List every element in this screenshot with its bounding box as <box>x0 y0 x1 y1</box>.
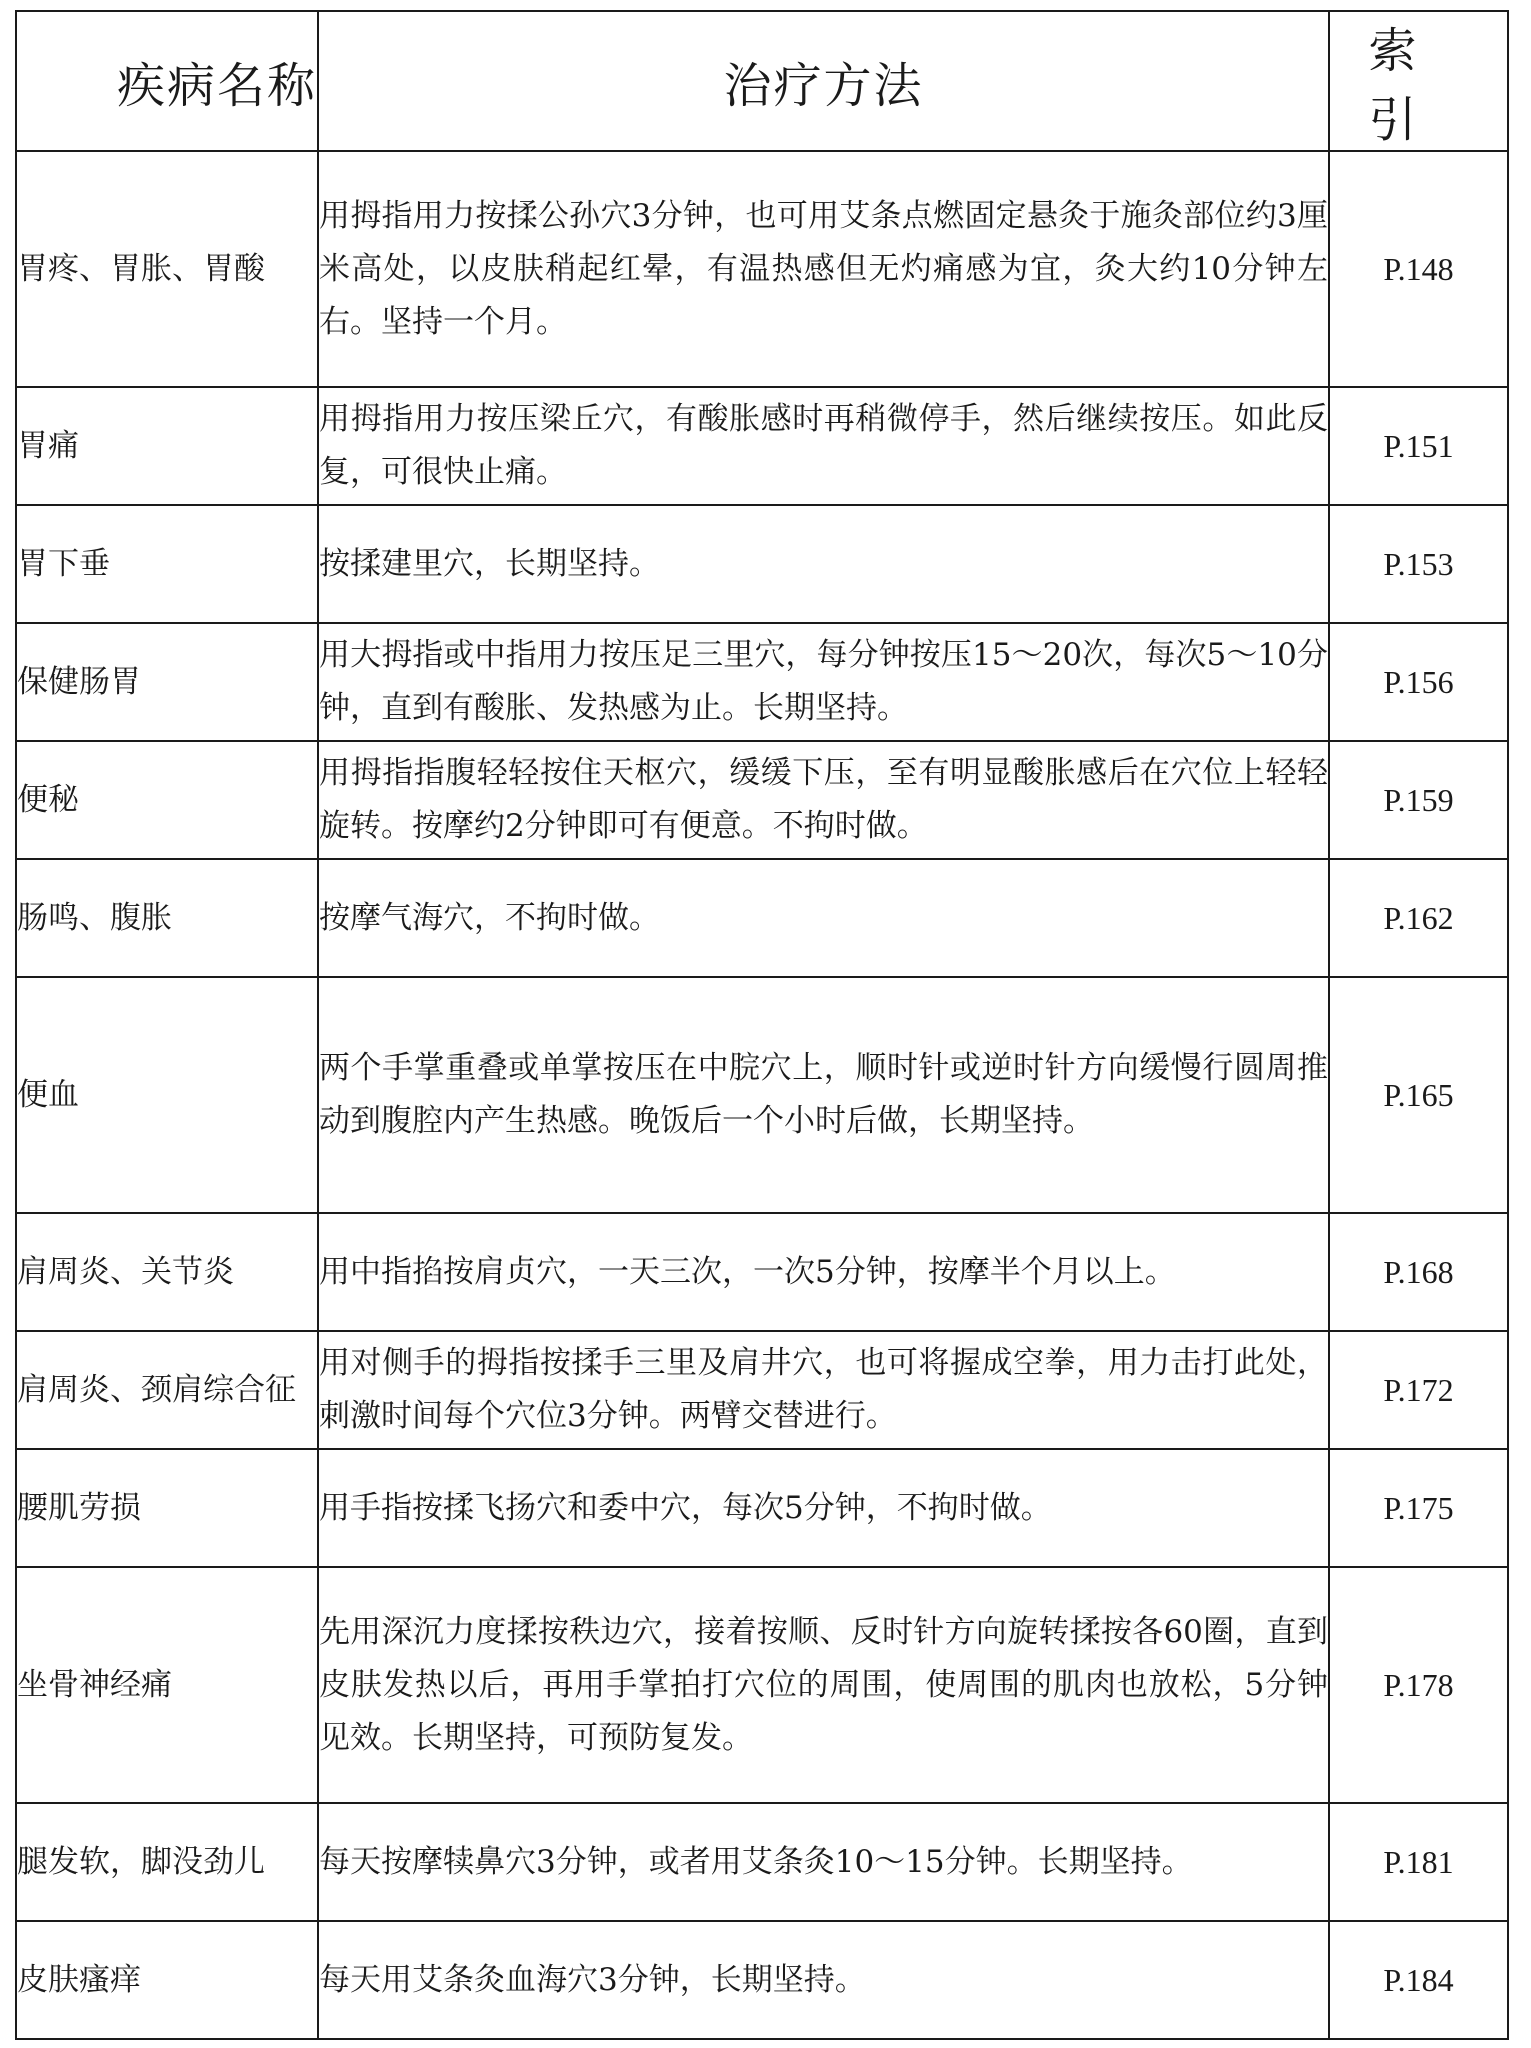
table-row <box>16 1803 1508 1921</box>
page-reference: P.175 <box>1329 1449 1508 1567</box>
table-row <box>16 1567 1508 1803</box>
table-row <box>16 623 1508 741</box>
table-row <box>16 151 1508 387</box>
page-reference: P.156 <box>1329 623 1508 741</box>
disease-name: 便秘 <box>16 741 318 859</box>
table-row <box>16 1213 1508 1331</box>
disease-name: 保健肠胃 <box>16 623 318 741</box>
table-row <box>16 859 1508 977</box>
table-row <box>16 741 1508 859</box>
page-reference: P.148 <box>1329 151 1508 387</box>
remedy-table <box>15 10 1509 2040</box>
page-reference: P.151 <box>1329 387 1508 505</box>
table-row <box>16 505 1508 623</box>
treatment-method: 每天按摩犊鼻穴3分钟，或者用艾条灸10～15分钟。长期坚持。 <box>318 1803 1329 1921</box>
treatment-method: 用对侧手的拇指按揉手三里及肩井穴，也可将握成空拳，用力击打此处，刺激时间每个穴位3分钟。两臂交替进行。 <box>318 1331 1329 1449</box>
treatment-method: 用拇指用力按压梁丘穴，有酸胀感时再稍微停手，然后继续按压。如此反复，可很快止痛。 <box>318 387 1329 505</box>
disease-name: 皮肤瘙痒 <box>16 1921 318 2039</box>
disease-name: 肩周炎、关节炎 <box>16 1213 318 1331</box>
treatment-method: 用中指掐按肩贞穴，一天三次，一次5分钟，按摩半个月以上。 <box>318 1213 1329 1331</box>
treatment-method: 用大拇指或中指用力按压足三里穴，每分钟按压15～20次，每次5～10分钟，直到有酸胀、发热感为止。长期坚持。 <box>318 623 1329 741</box>
header-disease-name: 疾病名称 <box>16 11 318 151</box>
header-treatment-method: 治疗方法 <box>318 11 1329 151</box>
page-reference: P.165 <box>1329 977 1508 1213</box>
disease-name: 肩周炎、颈肩综合征 <box>16 1331 318 1449</box>
treatment-method: 按揉建里穴，长期坚持。 <box>318 505 1329 623</box>
treatment-method: 两个手掌重叠或单掌按压在中脘穴上，顺时针或逆时针方向缓慢行圆周推动到腹腔内产生热感。晚饭后一个小时后做，长期坚持。 <box>318 977 1329 1213</box>
treatment-method: 用手指按揉飞扬穴和委中穴，每次5分钟，不拘时做。 <box>318 1449 1329 1567</box>
disease-name: 胃下垂 <box>16 505 318 623</box>
page-reference: P.162 <box>1329 859 1508 977</box>
table-row <box>16 977 1508 1213</box>
treatment-method: 先用深沉力度揉按秩边穴，接着按顺、反时针方向旋转揉按各60圈，直到皮肤发热以后，再用手掌拍打穴位的周围，使周围的肌肉也放松，5分钟见效。长期坚持，可预防复发。 <box>318 1567 1329 1803</box>
page-reference: P.181 <box>1329 1803 1508 1921</box>
table-header-row <box>16 11 1508 151</box>
table-row <box>16 1331 1508 1449</box>
treatment-method: 按摩气海穴，不拘时做。 <box>318 859 1329 977</box>
page-reference: P.178 <box>1329 1567 1508 1803</box>
disease-name: 肠鸣、腹胀 <box>16 859 318 977</box>
treatment-method: 用拇指指腹轻轻按住天枢穴，缓缓下压，至有明显酸胀感后在穴位上轻轻旋转。按摩约2分钟即可有便意。不拘时做。 <box>318 741 1329 859</box>
page-reference: P.168 <box>1329 1213 1508 1331</box>
disease-name: 便血 <box>16 977 318 1213</box>
treatment-method: 用拇指用力按揉公孙穴3分钟，也可用艾条点燃固定悬灸于施灸部位约3厘米高处，以皮肤稍起红晕，有温热感但无灼痛感为宜，灸大约10分钟左右。坚持一个月。 <box>318 151 1329 387</box>
disease-name: 腰肌劳损 <box>16 1449 318 1567</box>
page-reference: P.153 <box>1329 505 1508 623</box>
treatment-method: 每天用艾条灸血海穴3分钟，长期坚持。 <box>318 1921 1329 2039</box>
table-row <box>16 1921 1508 2039</box>
page-reference: P.172 <box>1329 1331 1508 1449</box>
table-row <box>16 1449 1508 1567</box>
table-row <box>16 387 1508 505</box>
page-reference: P.159 <box>1329 741 1508 859</box>
disease-name: 胃痛 <box>16 387 318 505</box>
header-index: 索引 <box>1329 11 1508 151</box>
disease-name: 腿发软，脚没劲儿 <box>16 1803 318 1921</box>
disease-name: 胃疼、胃胀、胃酸 <box>16 151 318 387</box>
disease-name: 坐骨神经痛 <box>16 1567 318 1803</box>
page-reference: P.184 <box>1329 1921 1508 2039</box>
